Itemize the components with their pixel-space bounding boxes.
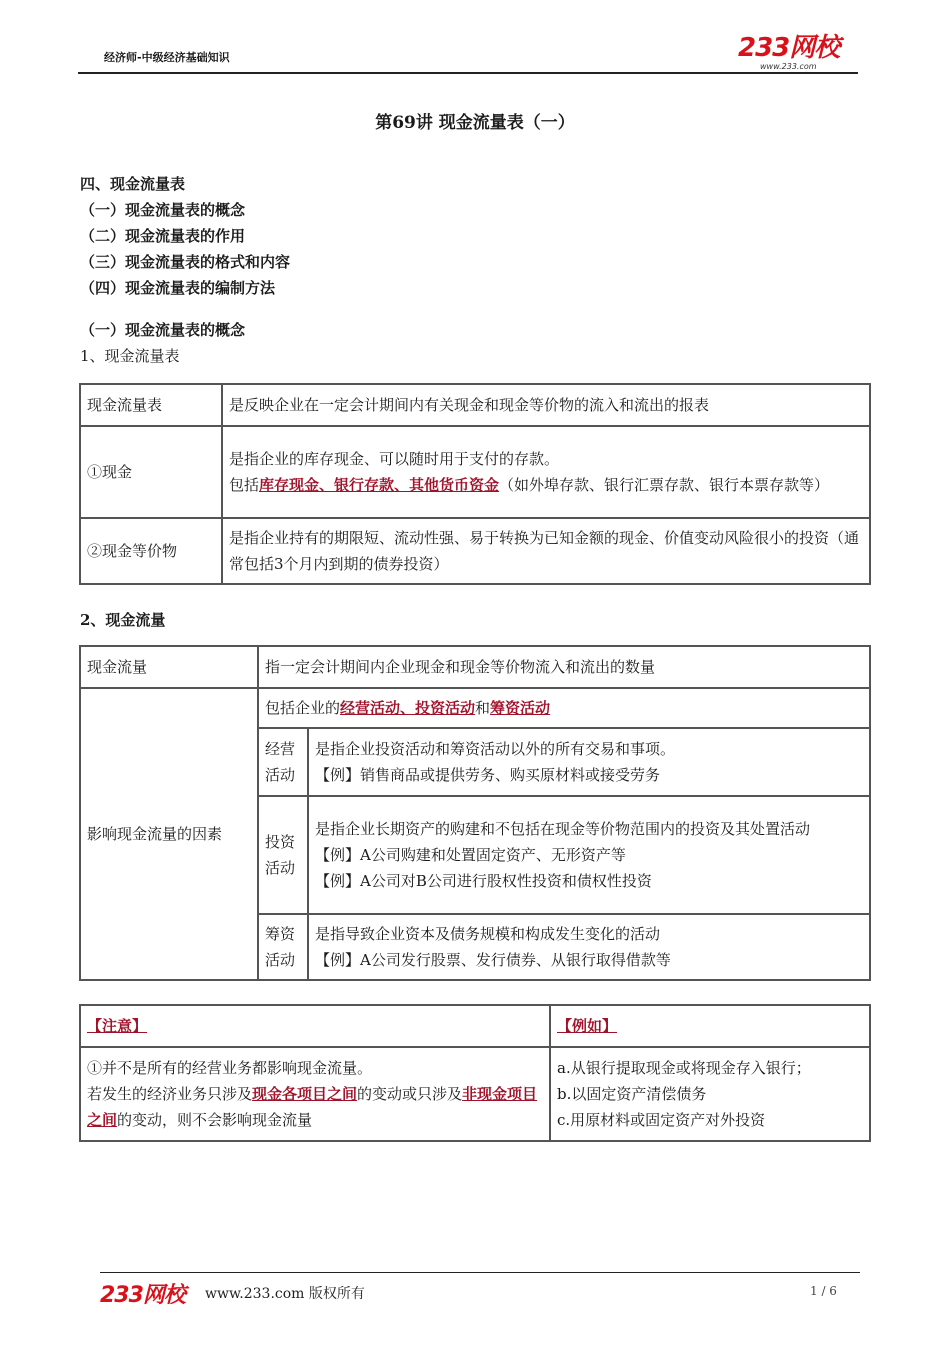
activity-label: 投资活动 [258, 796, 308, 914]
lecture-title: 第69讲 现金流量表（一） [375, 113, 575, 133]
note-table [79, 1004, 871, 1142]
highlight: 经营活动、投资活动 [340, 699, 476, 717]
row-label: ②现金等价物 [80, 518, 222, 584]
table-row [80, 1005, 870, 1047]
section1-subheading: 1、现金流量表 [80, 347, 180, 365]
outline [80, 171, 290, 301]
example: 【例】销售商品或提供劳务、购买原材料或接受劳务 [315, 766, 661, 784]
text: （如外埠存款、银行汇票存款、银行本票存款等） [499, 476, 830, 494]
table-row [80, 646, 870, 688]
outline-item: 四、现金流量表 [80, 175, 186, 193]
text: ①并不是所有的经营业务都影响现金流量。 [87, 1059, 373, 1077]
row-label: 现金流量 [80, 646, 258, 688]
activity-label: 经营活动 [258, 728, 308, 796]
note-header [80, 1005, 550, 1047]
example-item: b.以固定资产清偿债务 [557, 1085, 707, 1103]
example: 【例】A公司发行股票、发行债券、从银行取得借款等 [315, 951, 671, 969]
table-row [80, 518, 870, 584]
outline-item: （三）现金流量表的格式和内容 [80, 253, 291, 271]
example-text [550, 1047, 870, 1141]
text: 的变动或只涉及 [357, 1085, 463, 1103]
cash-flow-table [79, 645, 871, 981]
text: 包括 [229, 476, 260, 494]
section2-heading: 2、现金流量 [80, 611, 166, 629]
highlight: 现金各项目之间 [252, 1085, 358, 1103]
highlight: 筹资活动 [490, 699, 551, 717]
activity-label: 筹资活动 [258, 914, 308, 980]
section1-heading: （一）现金流量表的概念 [80, 321, 246, 339]
text: 【例如】 [557, 1017, 618, 1035]
footer-divider [100, 1272, 860, 1273]
example-item: c.用原材料或固定资产对外投资 [557, 1111, 766, 1129]
text: 是指企业投资活动和筹资活动以外的所有交易和事项。 [315, 740, 676, 758]
outline-item: （一）现金流量表的概念 [80, 201, 246, 219]
example-item: a.从银行提取现金或将现金存入银行； [557, 1059, 811, 1077]
course-title: 经济师-中级经济基础知识 [104, 51, 230, 64]
page-number: 1 / 6 [810, 1284, 837, 1298]
cash-includes [229, 472, 863, 498]
row-label: ①现金 [80, 426, 222, 518]
outline-item: （四）现金流量表的编制方法 [80, 279, 276, 297]
text: 【注意】 [87, 1017, 148, 1035]
text: 若发生的经济业务只涉及 [87, 1085, 253, 1103]
text: 是指导致企业资本及债务规模和构成发生变化的活动 [315, 925, 661, 943]
text [87, 1081, 543, 1133]
activity-text [308, 914, 870, 980]
logo-url: www.233.com [760, 62, 817, 71]
text: 是指企业长期资产的购建和不包括在现金等价物范围内的投资及其处置活动 [315, 820, 811, 838]
example: 【例】A公司购建和处置固定资产、无形资产等 [315, 846, 626, 864]
row-label: 现金流量表 [80, 384, 222, 426]
text: 的变动，则不会影响现金流量 [117, 1111, 313, 1129]
text: 包括企业的 [265, 699, 341, 717]
logo-text: 233网校 [738, 33, 840, 63]
outline-item: （二）现金流量表的作用 [80, 227, 246, 245]
row-label: 影响现金流量的因素 [80, 688, 258, 980]
row-text: 是指企业持有的期限短、流动性强、易于转换为已知金额的现金、价值变动风险很小的投资（通常包括3个月内到期的债券投资） [222, 518, 870, 584]
table-row [80, 1047, 870, 1141]
activity-text [308, 796, 870, 914]
row-text [258, 688, 870, 728]
example: 【例】A公司对B公司进行股权性投资和债权性投资 [315, 872, 652, 890]
highlight: 非现金项目之间 [87, 1085, 538, 1129]
activity-text [308, 728, 870, 796]
note-text [80, 1047, 550, 1141]
text: 和 [475, 699, 491, 717]
table-row [80, 384, 870, 426]
cash-definition: 是指企业的库存现金、可以随时用于支付的存款。 [229, 450, 560, 468]
table-row [80, 426, 870, 518]
row-text: 指一定会计期间内企业现金和现金等价物流入和流出的数量 [258, 646, 870, 688]
highlight: 库存现金、银行存款、其他货币资金 [259, 476, 500, 494]
header-divider [78, 72, 858, 74]
footer-logo[interactable]: 233网校 [100, 1283, 185, 1308]
brand-logo[interactable] [738, 34, 850, 76]
cash-flow-statement-table [79, 383, 871, 585]
row-text [222, 426, 870, 518]
footer-copyright: www.233.com 版权所有 [205, 1286, 365, 1302]
example-header [550, 1005, 870, 1047]
row-text: 是反映企业在一定会计期间内有关现金和现金等价物的流入和流出的报表 [222, 384, 870, 426]
table-row [80, 688, 870, 728]
